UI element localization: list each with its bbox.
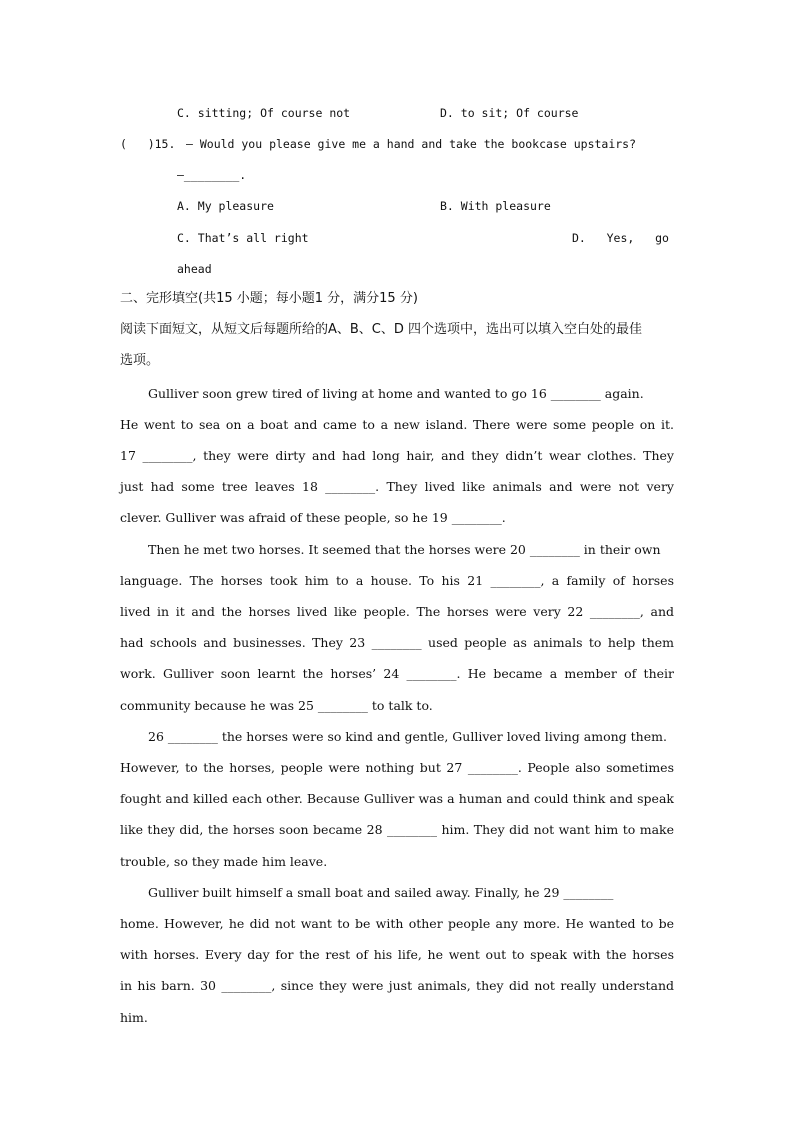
section-heading: 二、完形填空(共15 小题；每小题1 分，满分15 分) [120,291,418,306]
q15-reply: —________. [177,168,247,182]
passage-line: in his barn. 30 ________, since they were just animals, they did not really understand [120,978,674,993]
passage-line: 26 ________ the horses were so kind and gentle, Gulliver loved living among them. [148,729,667,744]
passage-line: home. However, he did not want to be with other people any more. He wanted to be [120,916,674,931]
q14-option-d: D. to sit; Of course [440,106,579,120]
passage-line: 17 ________, they were dirty and had long hair, and they didn’t wear clothes. They [120,448,674,463]
passage-line: However, to the horses, people were nothing but 27 ________. People also sometimes [120,760,674,775]
q15-option-a: A. My pleasure [177,199,274,213]
q15-option-d-cont: ahead [177,262,212,276]
passage-line: him. [120,1010,148,1025]
passage-line: community because he was 25 ________ to talk to. [120,698,433,713]
q15-option-c: C. That’s all right [177,231,309,245]
passage-line: He went to sea on a boat and came to a new island. There were some people on it. [120,417,674,432]
passage-line: Gulliver built himself a small boat and sailed away. Finally, he 29 ________ [148,885,614,900]
passage-line: with horses. Every day for the rest of his life, he went out to speak with the horses [120,947,674,962]
q15-stem: — Would you please give me a hand and take the bookcase upstairs? [186,137,637,151]
section-instructions-line2: 选项。 [120,353,160,368]
passage-line: fought and killed each other. Because Gulliver was a human and could think and speak [120,791,674,806]
passage-line: clever. Gulliver was afraid of these people, so he 19 ________. [120,510,506,525]
passage-line: like they did, the horses soon became 28 ________ him. They did not want him to make [120,822,674,837]
q15-answer-paren: ( )15. [120,137,176,151]
q15-option-d: D. Yes, go [572,231,669,245]
passage-line: lived in it and the horses lived like people. The horses were very 22 ________, and [120,604,674,619]
passage-line: Then he met two horses. It seemed that the horses were 20 ________ in their own [148,542,661,557]
passage-line: had schools and businesses. They 23 ________ used people as animals to help them [120,635,674,650]
passage-line: just had some tree leaves 18 ________. They lived like animals and were not very [120,479,674,494]
q15-option-b: B. With pleasure [440,199,551,213]
passage-line: work. Gulliver soon learnt the horses’ 24 ________. He became a member of their [120,666,674,681]
q14-option-c: C. sitting; Of course not [177,106,351,120]
section-instructions-line1: 阅读下面短文，从短文后每题所给的A、B、C、D 四个选项中，选出可以填入空白处的最佳 [120,322,643,337]
passage-line: Gulliver soon grew tired of living at home and wanted to go 16 ________ again. [148,386,644,401]
passage-line: trouble, so they made him leave. [120,854,328,869]
passage-line: language. The horses took him to a house. To his 21 ________, a family of horses [120,573,674,588]
